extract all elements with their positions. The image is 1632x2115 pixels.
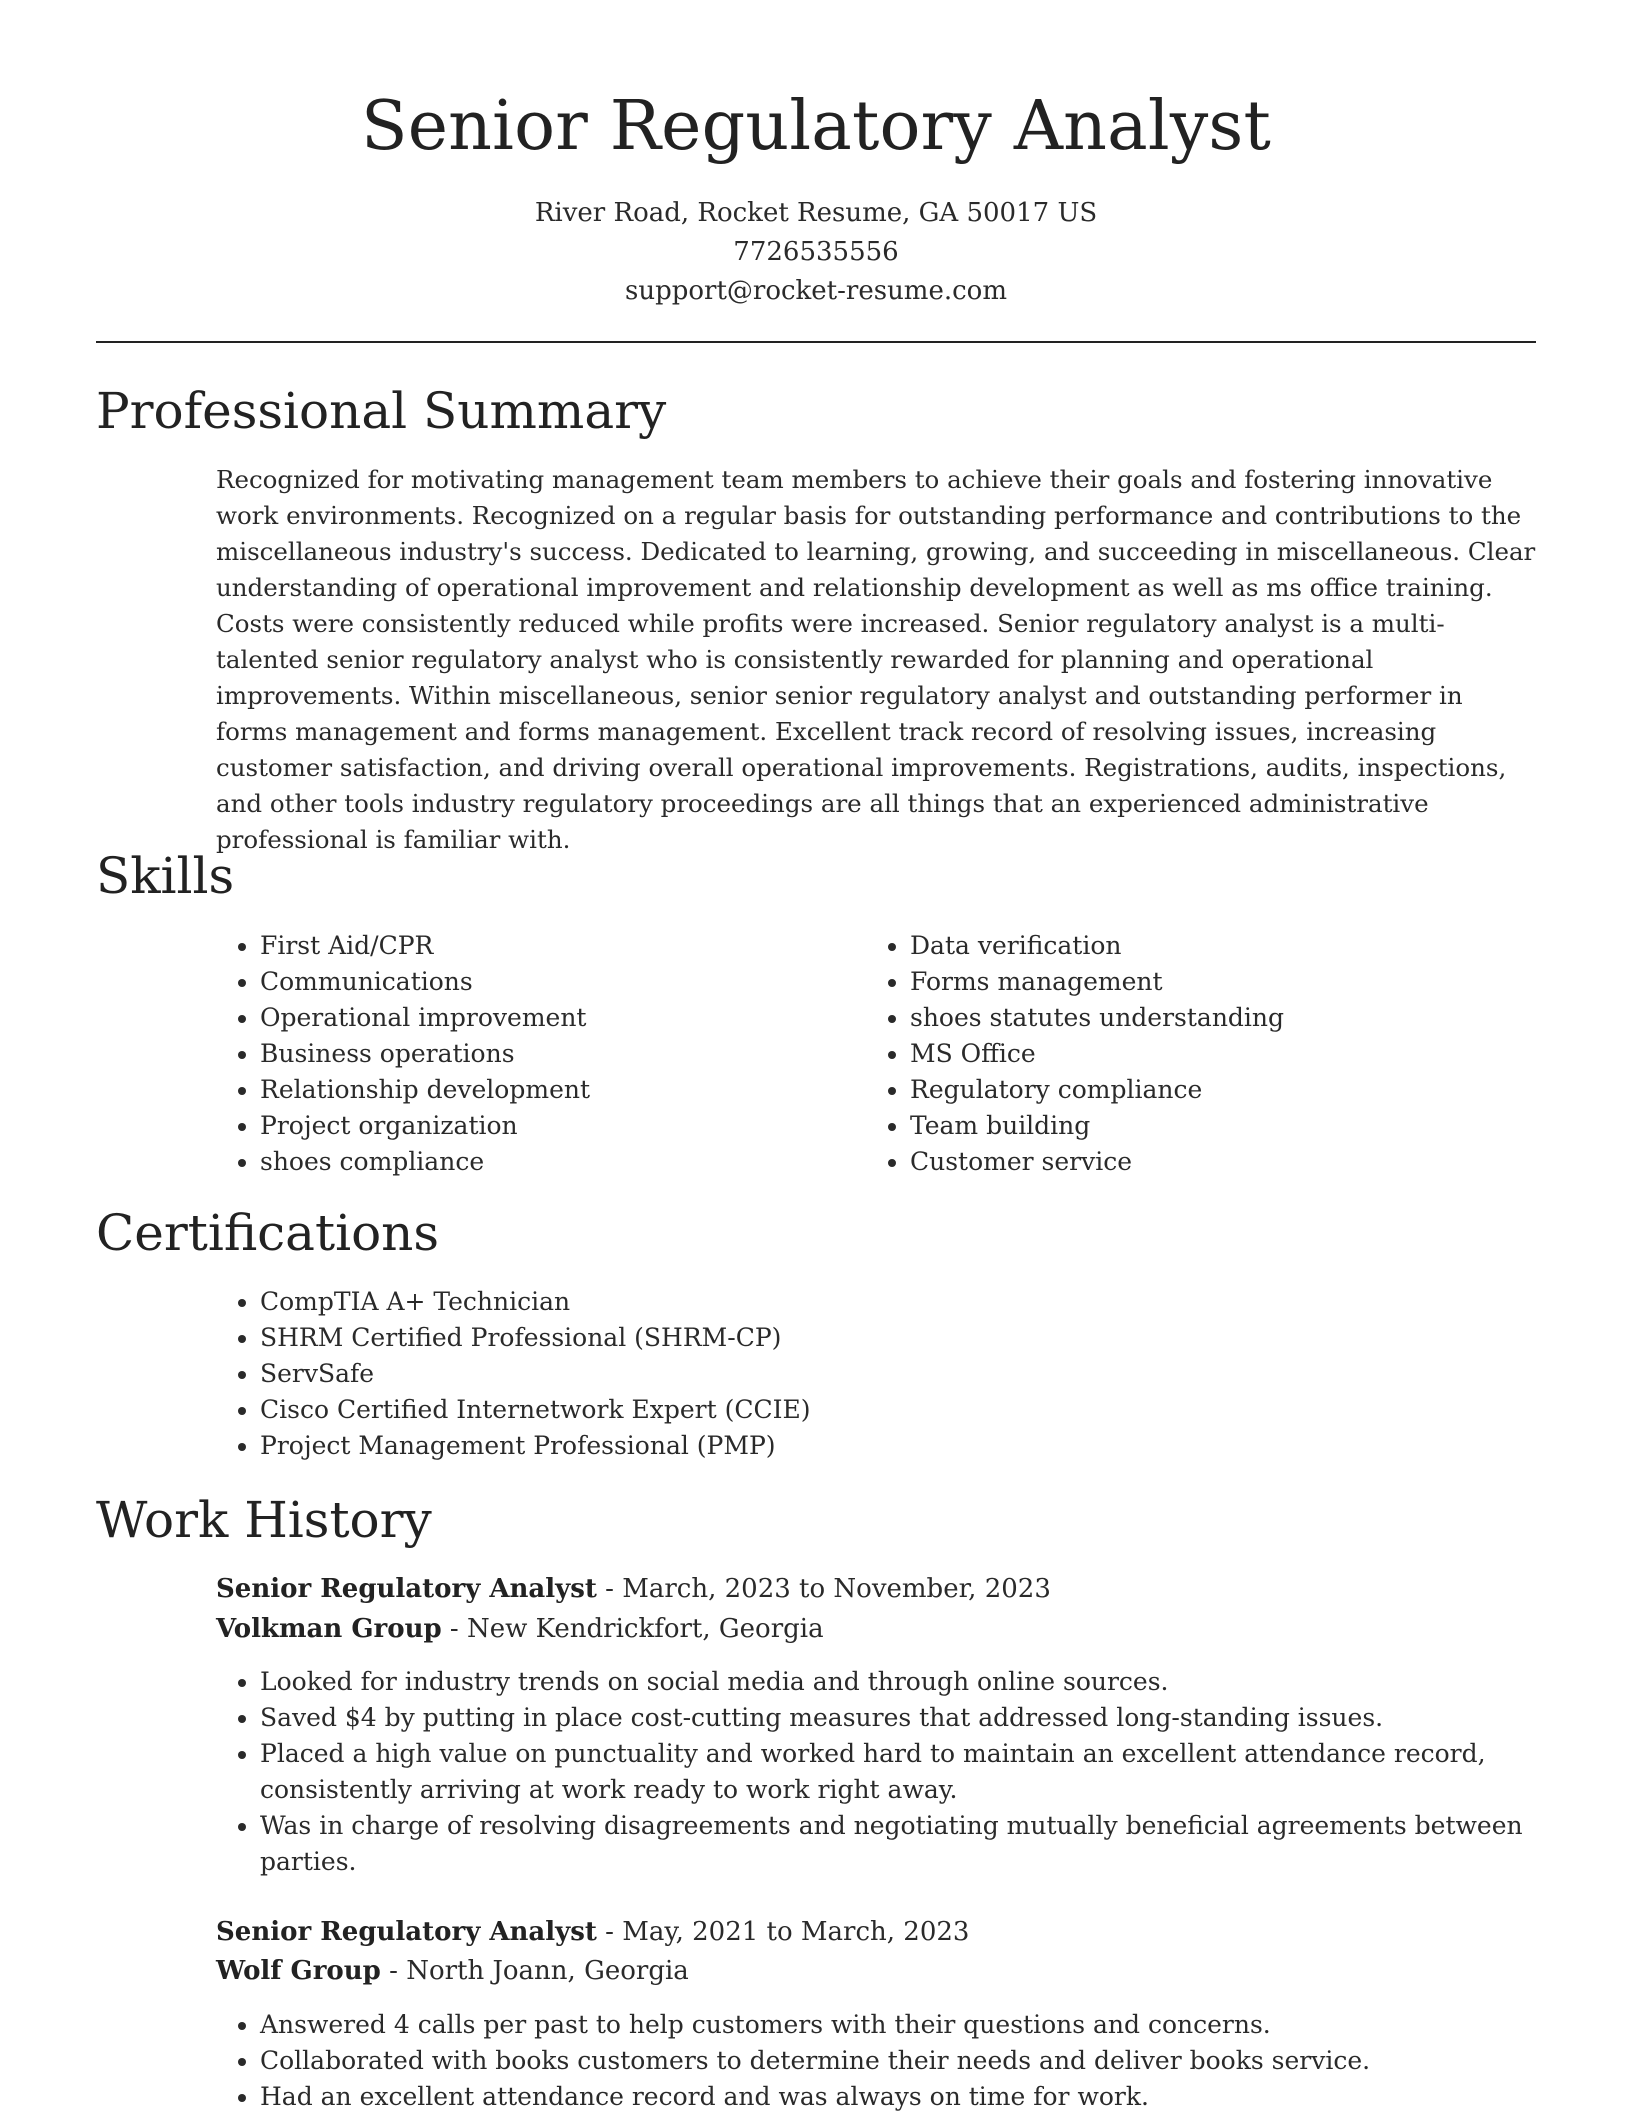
summary-text: Recognized for motivating management team members to achieve their goals and fostering innovative work environments. Recognized on a regular basis for outstanding performance and contributions to the miscellaneous industry's success. Dedicated to learning, growing, and succeeding in miscellaneous. Clear understanding of operational improvement and relationship development as well as ms office training. Costs were consistently reduced while profits were increased. Senior regulatory analyst is a multi-talented senior regulatory analyst who is consistently rewarded for planning and operational improvements. Within miscellaneous, senior senior regulatory analyst and outstanding performer in forms management and forms management. Excellent track record of resolving issues, increasing customer satisfaction, and driving overall operational improvements. Registrations, audits, inspections, and other tools industry regulatory proceedings are all things that an experienced administrative professional is familiar with.	[216, 465, 1536, 854]
resume-header	[0, 0, 1632, 311]
job-bullet: • Answered 4 calls per past to help customers with their questions and concerns.	[260, 2007, 1536, 2043]
job-company-line	[216, 1951, 689, 1991]
skill-item: • First Aid/CPR	[260, 928, 590, 964]
certifications-list	[216, 1284, 810, 1464]
work-history-heading: Work History	[96, 1491, 432, 1549]
skill-item: • Project organization	[260, 1108, 590, 1144]
job-title-line	[216, 1912, 969, 1952]
job-position: Senior Regulatory Analyst	[216, 1917, 597, 1947]
skill-item: • Customer service	[910, 1144, 1284, 1180]
skill-item: • Business operations	[260, 1036, 590, 1072]
skill-item: • Regulatory compliance	[910, 1072, 1284, 1108]
certification-item: • ServSafe	[260, 1356, 810, 1392]
skill-item: • Team building	[910, 1108, 1284, 1144]
job-bullet: • Collaborated with books customers to determine their needs and deliver books service.	[260, 2043, 1536, 2079]
job-position: Senior Regulatory Analyst	[216, 1574, 597, 1604]
job-location: - New Kendrickfort, Georgia	[441, 1614, 824, 1644]
skill-item: • Operational improvement	[260, 1000, 590, 1036]
job-bullets	[216, 1664, 1536, 1880]
job-company: Wolf Group	[216, 1956, 381, 1986]
job-company-line	[216, 1609, 824, 1649]
job-title-line	[216, 1569, 1051, 1609]
skill-item: • Data verification	[910, 928, 1284, 964]
job-bullet: • Was in charge of resolving disagreements and negotiating mutually beneficial agreements between parties.	[260, 1808, 1536, 1880]
skill-item: • Forms management	[910, 964, 1284, 1000]
skill-item: • Communications	[260, 964, 590, 1000]
skill-item: • MS Office	[910, 1036, 1284, 1072]
skill-item: • Relationship development	[260, 1072, 590, 1108]
skills-heading: Skills	[96, 847, 235, 905]
skill-item: • shoes statutes understanding	[910, 1000, 1284, 1036]
certifications-heading: Certifications	[96, 1204, 440, 1262]
job-bullet: • Placed a high value on punctuality and worked hard to maintain an excellent attendance record, consistently arriving at work ready to work right away.	[260, 1736, 1536, 1808]
job-company: Volkman Group	[216, 1614, 442, 1644]
skills-list-left	[216, 928, 590, 1180]
contact-block	[0, 194, 1632, 311]
job-location: - North Joann, Georgia	[380, 1956, 689, 1986]
contact-address: River Road, Rocket Resume, GA 50017 US	[534, 198, 1098, 228]
job-bullet: • Had an excellent attendance record and was always on time for work.	[260, 2079, 1536, 2115]
certification-item: • SHRM Certified Professional (SHRM-CP)	[260, 1320, 810, 1356]
header-divider	[96, 341, 1536, 343]
certification-item: • Project Management Professional (PMP)	[260, 1428, 810, 1464]
skill-item: • shoes compliance	[260, 1144, 590, 1180]
job-bullet: • Saved $4 by putting in place cost-cutting measures that addressed long-standing issues.	[260, 1700, 1536, 1736]
certification-item: • CompTIA A+ Technician	[260, 1284, 810, 1320]
job-dates: - May, 2021 to March, 2023	[596, 1917, 970, 1947]
job-dates: - March, 2023 to November, 2023	[596, 1574, 1051, 1604]
skills-list-right	[866, 928, 1284, 1180]
resume-name: Senior Regulatory Analyst	[360, 87, 1272, 166]
summary-heading: Professional Summary	[96, 382, 667, 440]
job-bullet: • Looked for industry trends on social media and through online sources.	[260, 1664, 1536, 1700]
contact-email: support@rocket-resume.com	[624, 276, 1007, 306]
job-bullets	[216, 2007, 1536, 2115]
certification-item: • Cisco Certified Internetwork Expert (CCIE)	[260, 1392, 810, 1428]
contact-phone: 7726535556	[733, 237, 899, 267]
